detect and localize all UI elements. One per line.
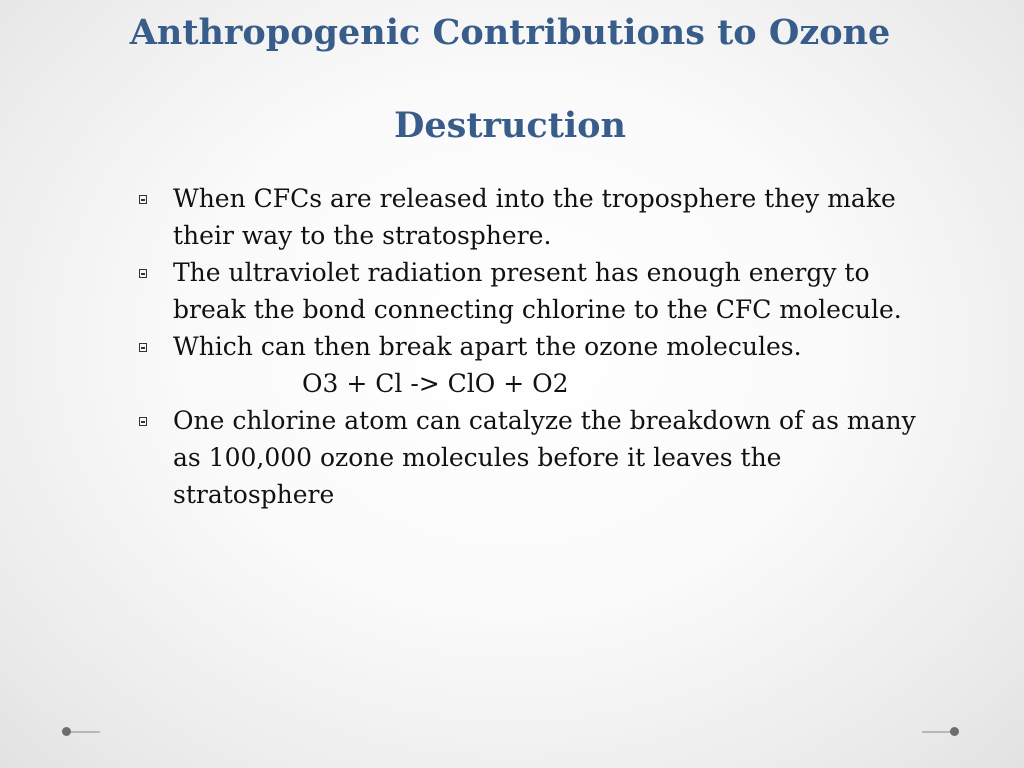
bullet-text: When CFCs are released into the troposphere they make their way to the stratosphere.	[173, 184, 896, 250]
list-item	[130, 254, 930, 328]
list-item	[130, 180, 930, 254]
bullet-text: One chlorine atom can catalyze the breakdown of as many as 100,000 ozone molecules before it leaves the stratosphere	[173, 406, 916, 509]
right-decoration-dot	[950, 727, 959, 736]
title-line-2: Destruction	[394, 105, 626, 146]
square-bullet-icon	[139, 417, 147, 426]
bullet-text: The ultraviolet radiation present has enough energy to break the bond connecting chlorine to the CFC molecule.	[173, 258, 902, 324]
square-bullet-icon	[139, 195, 147, 204]
left-decoration-line	[70, 731, 100, 733]
slide-title	[40, 8, 980, 151]
bullet-list	[130, 180, 930, 513]
list-item	[130, 402, 930, 513]
left-decoration-dot	[62, 727, 71, 736]
list-item	[130, 328, 930, 365]
square-bullet-icon	[139, 269, 147, 278]
bullet-text: Which can then break apart the ozone molecules.	[173, 332, 802, 361]
square-bullet-icon	[139, 343, 147, 352]
title-line-1: Anthropogenic Contributions to Ozone	[129, 12, 891, 53]
chemical-equation: O3 + Cl -> ClO + O2	[302, 369, 569, 398]
